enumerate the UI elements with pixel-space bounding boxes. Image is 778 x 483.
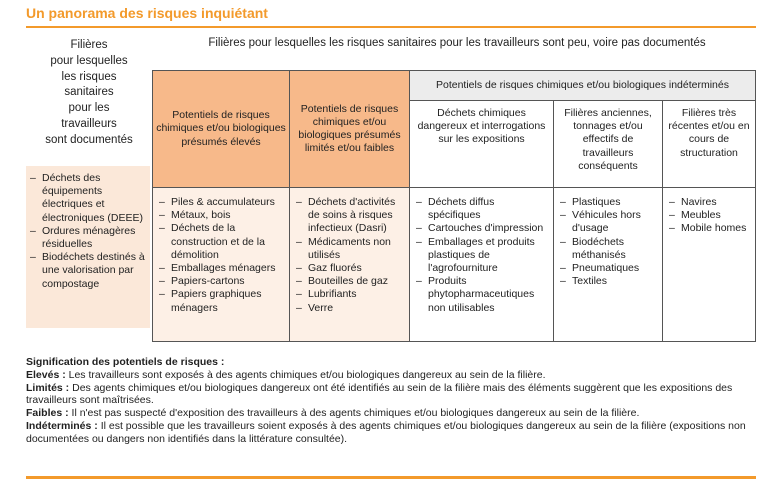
title-divider xyxy=(26,26,756,28)
list-item: – Emballages et produits plastiques de l'agrofourniture xyxy=(416,236,549,276)
list-item: – Biodéchets méthanisés xyxy=(560,236,658,262)
undocumented-sectors-header: Filières pour lesquelles les risques sanitaires pour les travailleurs sont peu, voire pas documentés xyxy=(208,37,706,49)
header-undetermined: Potentiels de risques chimiques et/ou biologiques indéterminés xyxy=(409,70,756,101)
list-item: – Piles & accumulateurs xyxy=(159,196,285,209)
list-presumed-high xyxy=(152,187,290,342)
left-column-header: Filières pour lesquelles les risques sanitaires pour les travailleurs sont documentés xyxy=(45,39,133,146)
list-item: – Déchets des équipements électriques et électroniques (DEEE) xyxy=(30,172,150,225)
list-item: – Biodéchets destinés à une valorisation par compostage xyxy=(30,251,150,291)
list-recent-sectors xyxy=(662,187,756,342)
documented-sectors-list xyxy=(26,166,150,328)
subheader-dangerous-chemicals: Déchets chimiques dangereux et interrogations sur les expositions xyxy=(409,100,554,188)
list-item: – Déchets diffus spécifiques xyxy=(416,196,549,222)
list-item: – Meubles xyxy=(669,209,751,222)
list-item: – Papiers-cartons xyxy=(159,275,285,288)
header-presumed-limited: Potentiels de risques chimiques et/ou biologiques présumés limités et/ou faibles xyxy=(289,70,410,188)
legend-eleves: Elevés : Les travailleurs sont exposés à des agents chimiques et/ou biologiques dangereux au sein de la filière. xyxy=(26,368,546,381)
list-item: – Pneumatiques xyxy=(560,262,658,275)
list-item: – Cartouches d'impression xyxy=(416,222,549,235)
list-item: – Métaux, bois xyxy=(159,209,285,222)
legend-faibles: Faibles : Il n'est pas suspecté d'exposition des travailleurs à des agents chimiques et/ou biologiques dangereux au sein de la filière. xyxy=(26,407,640,420)
page-title: Un panorama des risques inquiétant xyxy=(26,5,268,21)
header-presumed-high: Potentiels de risques chimiques et/ou biologiques présumés élevés xyxy=(152,70,290,188)
list-item: – Déchets d'activités de soins à risques infectieux (Dasri) xyxy=(296,196,405,236)
list-item: – Plastiques xyxy=(560,196,658,209)
list-item: – Navires xyxy=(669,196,751,209)
list-item: – Bouteilles de gaz xyxy=(296,275,405,288)
list-item: – Gaz fluorés xyxy=(296,262,405,275)
list-old-sectors xyxy=(553,187,663,342)
list-item: – Lubrifiants xyxy=(296,288,405,301)
list-item: – Verre xyxy=(296,302,405,315)
legend-limites: Limités : Des agents chimiques et/ou biologiques dangereux ont été identifiés au sein de la filière mais des éléments suggèrent que les expositions des travailleurs sont maîtrisées. xyxy=(26,381,733,407)
list-item: – Papiers graphiques ménagers xyxy=(159,288,285,314)
list-dangerous-chemicals xyxy=(409,187,554,342)
subheader-old-sectors: Filières anciennes, tonnages et/ou effectifs de travailleurs conséquents xyxy=(553,100,663,188)
list-item: – Produits phytopharmaceutiques non utilisables xyxy=(416,275,549,315)
list-item: – Médicaments non utilisés xyxy=(296,236,405,262)
list-item: – Véhicules hors d'usage xyxy=(560,209,658,235)
list-item: – Mobile homes xyxy=(669,222,751,235)
list-item: – Textiles xyxy=(560,275,658,288)
list-item: – Ordures ménagères résiduelles xyxy=(30,225,150,251)
list-item: – Déchets de la construction et de la démolition xyxy=(159,222,285,262)
bottom-divider xyxy=(26,476,756,479)
legend-indetermines: Indéterminés : Il est possible que les travailleurs soient exposés à des agents chimiques et/ou biologiques dangereux au sein de la filière (expositions non documentées ou dangers non identifiés dans la littérature consultée). xyxy=(26,419,746,445)
legend-heading: Signification des potentiels de risques : xyxy=(26,356,225,368)
subheader-recent-sectors: Filières très récentes et/ou en cours de structuration xyxy=(662,100,756,188)
risk-legend xyxy=(26,356,766,446)
list-presumed-limited xyxy=(289,187,410,342)
list-item: – Emballages ménagers xyxy=(159,262,285,275)
